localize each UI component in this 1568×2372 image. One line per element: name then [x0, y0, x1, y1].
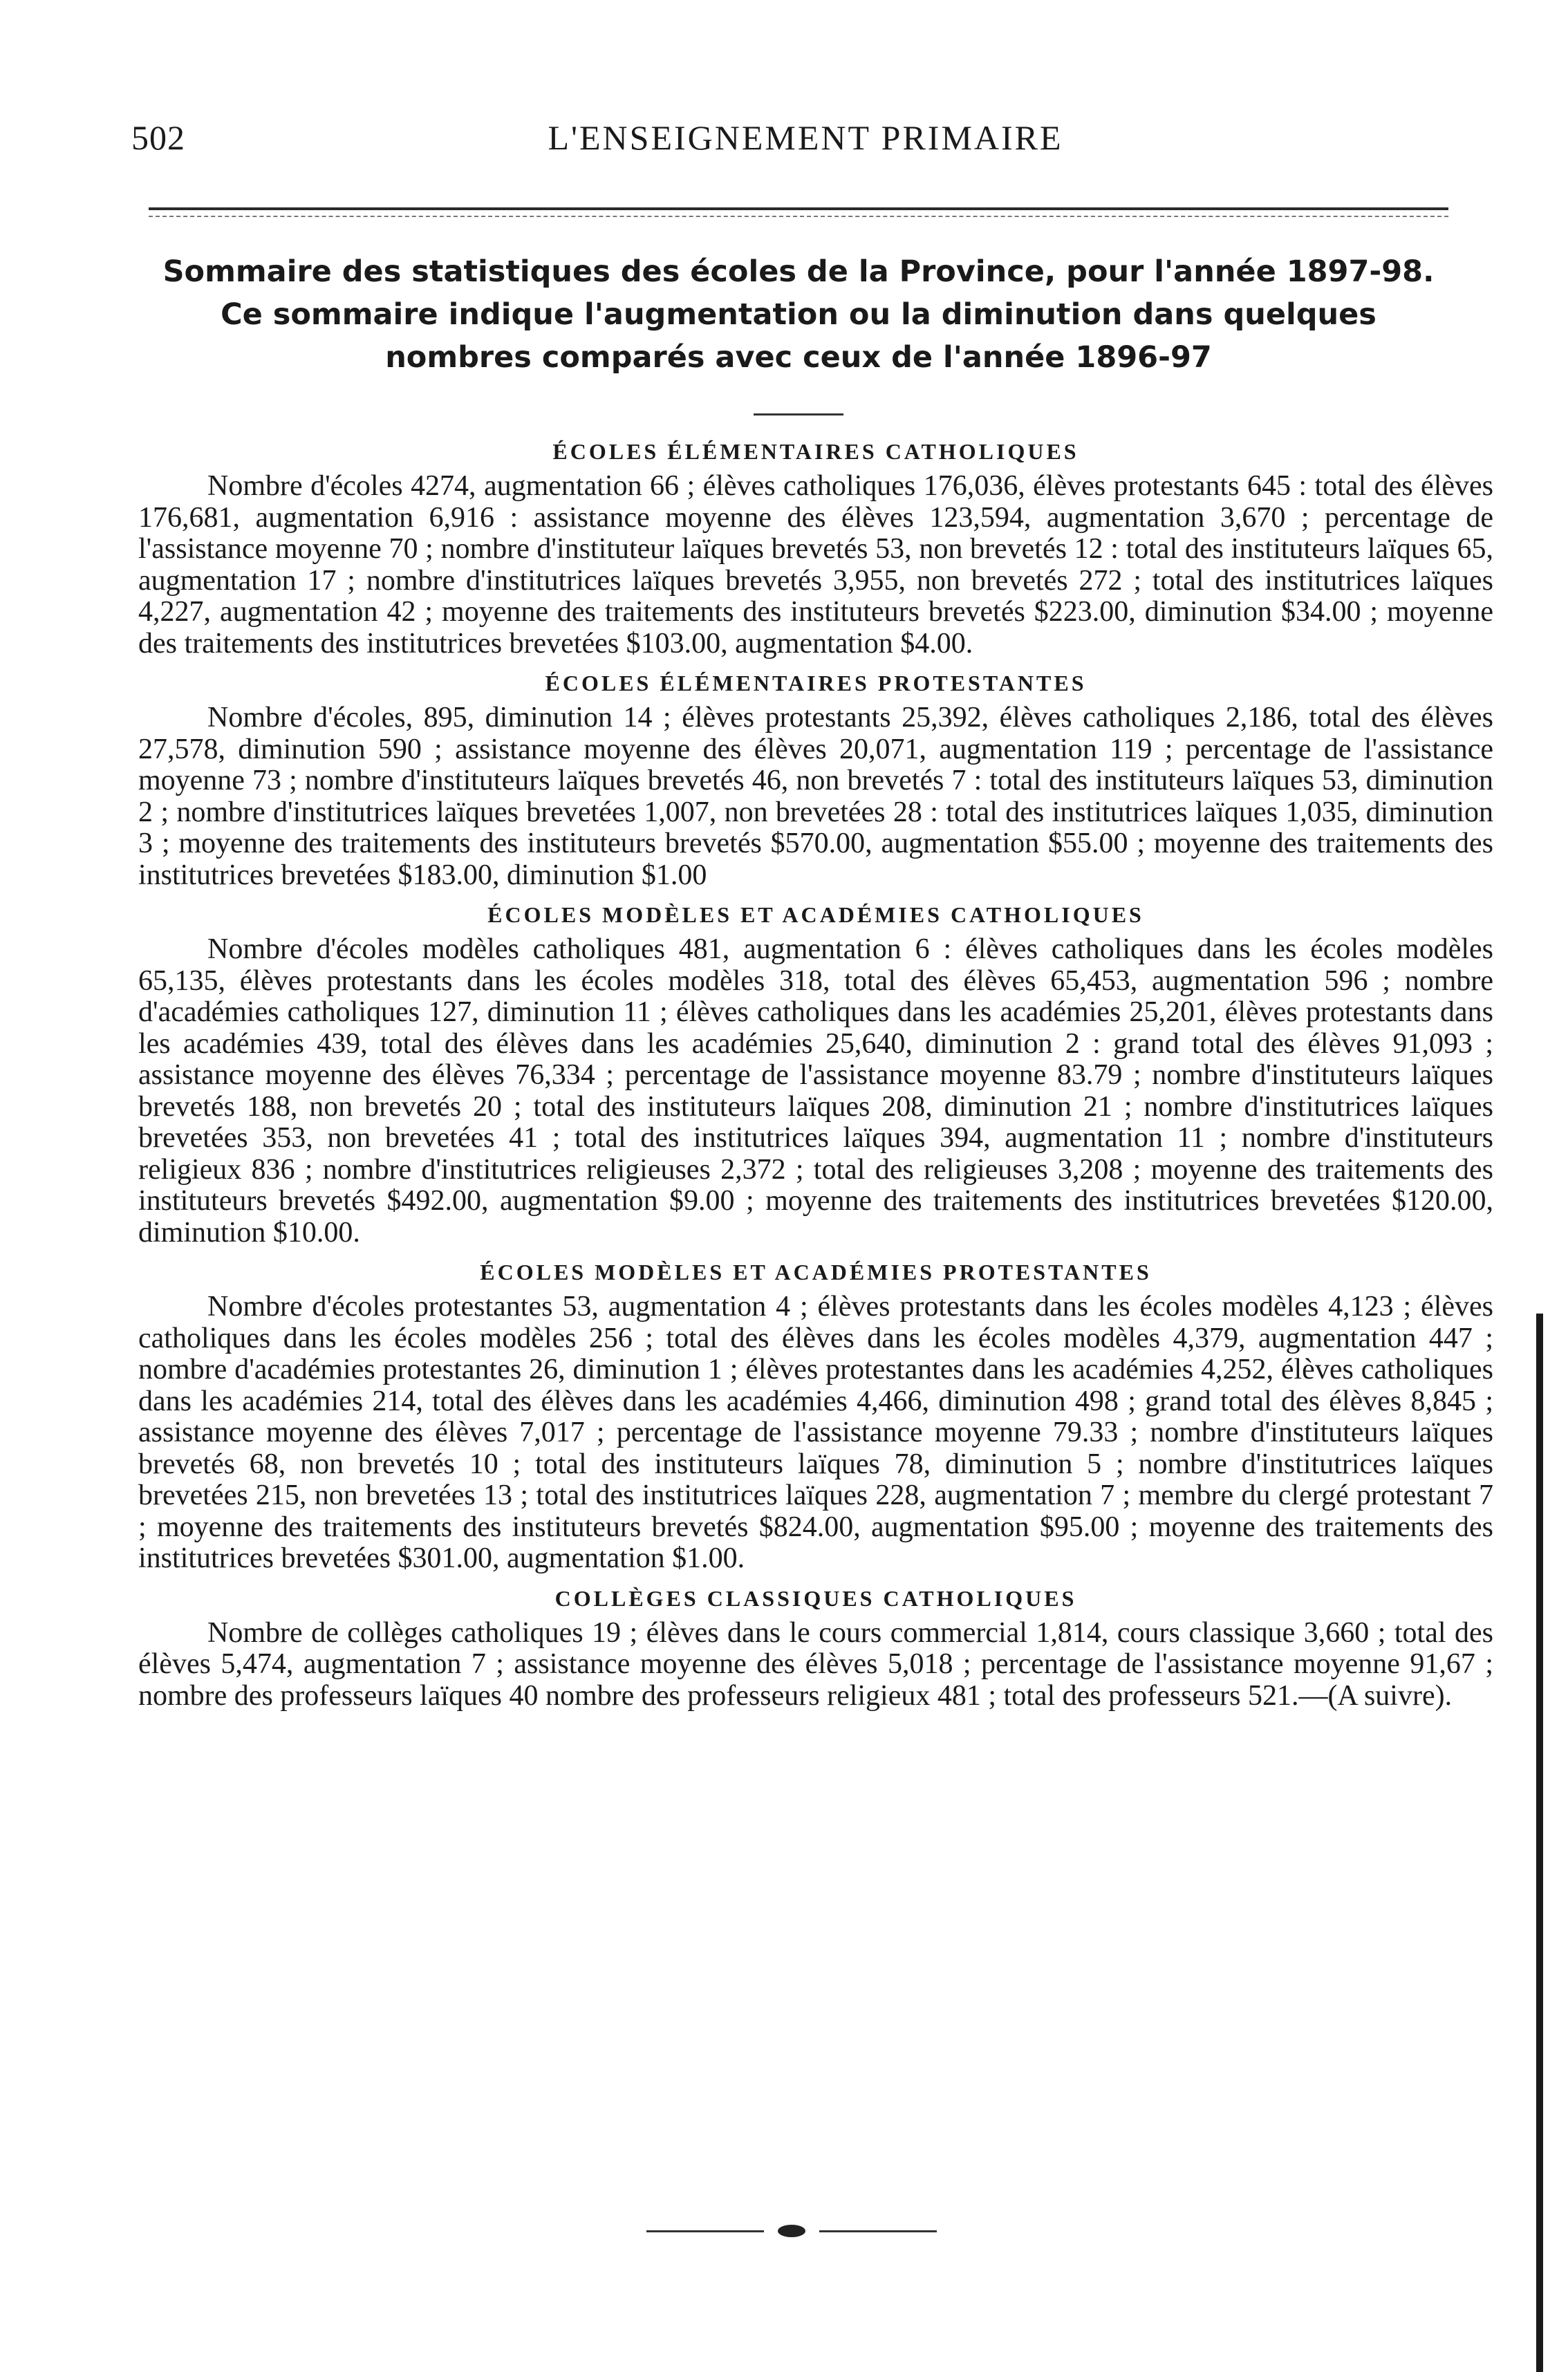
summary-title-line-1: Sommaire des statistiques des écoles de la Province, pour l'année 1897-98.: [162, 254, 1435, 289]
section-body-ecoles-elementaires-catholiques: Nombre d'écoles 4274, augmentation 66 ; élèves catholiques 176,036, élèves protestants 645 : total des élèves 176,681, augmentation 6,916 : assistance moyenne des élèves 123,594, augmentation 3,670 ; percentage de l'assistance moyenne 70 ; nombre d'instituteur laïques brevetés 53, non brevetés 12 : total des instituteurs laïques 65, augmentation 17 ; nombre d'institutrices laïques brevetés 3,955, non brevetés 272 ; total des institutrices laïques 4,227, augmentation 42 ; moyenne des traitements des instituteurs brevetés $223.00, diminution $34.00 ; moyenne des traitements des institutrices brevetées $103.00, augmentation $4.00.: [138, 470, 1493, 660]
summary-title-line-3: nombres comparés avec ceux de l'année 1896-97: [385, 340, 1212, 375]
running-title: L'ENSEIGNEMENT PRIMAIRE: [548, 118, 1063, 157]
section-body-colleges-classiques-catholiques: Nombre de collèges catholiques 19 ; élèves dans le cours commercial 1,814, cours classique 3,660 ; total des élèves 5,474, augmentation 7 ; assistance moyenne des élèves 5,018 ; percentage de l'assistance moyenne 91,67 ; nombre des professeurs laïques 40 nombre des professeurs religieux 481 ; total des professeurs 521.—(A suivre).: [138, 1616, 1493, 1712]
section-body-ecoles-modeles-academies-protestantes: Nombre d'écoles protestantes 53, augmentation 4 ; élèves protestants dans les écoles modèles 4,123 ; élèves catholiques dans les écoles modèles 256 ; total des élèves dans les écoles modèles 4,379, augmentation 447 ; nombre d'académies protestantes 26, diminution 1 ; élèves protestantes dans les académies 4,252, élèves catholiques dans les académies 214, total des élèves dans les académies 4,466, diminution 498 ; grand total des élèves 8,845 ; assistance moyenne des élèves 7,017 ; percentage de l'assistance moyenne 79.33 ; nombre d'instituteurs laïques brevetés 68, non brevetés 10 ; total des instituteurs laïques 78, diminution 5 ; nombre d'institutrices laïques brevetées 215, non brevetées 13 ; total des institutrices laïques 228, augmentation 7 ; membre du clergé protestant 7 ; moyenne des traitements des instituteurs brevetés $824.00, augmentation $95.00 ; moyenne des traitements des institutrices brevetées $301.00, augmentation $1.00.: [138, 1291, 1493, 1574]
ornament-line-left: [646, 2230, 764, 2232]
summary-title: [149, 250, 1448, 379]
section-heading-ecoles-modeles-academies-catholiques: ÉCOLES MODÈLES ET ACADÉMIES CATHOLIQUES: [487, 902, 1144, 927]
summary-title-line-2: Ce sommaire indique l'augmentation ou la diminution dans quelques: [221, 297, 1376, 332]
section-heading-ecoles-elementaires-protestantes: ÉCOLES ÉLÉMENTAIRES PROTESTANTES: [545, 671, 1087, 695]
section-body-ecoles-elementaires-protestantes: Nombre d'écoles, 895, diminution 14 ; élèves protestants 25,392, élèves catholiques 2,186, total des élèves 27,578, diminution 590 ; assistance moyenne des élèves 20,071, augmentation 119 ; percentage de l'assistance moyenne 73 ; nombre d'instituteurs laïques brevetés 46, non brevetés 7 : total des instituteurs laïques 53, diminution 2 ; nombre d'institutrices laïques brevetées 1,007, non brevetées 28 : total des institutrices laïques 1,035, diminution 3 ; moyenne des traitements des instituteurs brevetés $570.00, augmentation $55.00 ; moyenne des traitements des institutrices brevetées $183.00, diminution $1.00: [138, 702, 1493, 891]
header-rule-dashed: [149, 216, 1448, 217]
title-divider: [754, 413, 843, 415]
sections-container: [138, 432, 1493, 1716]
end-ornament: [646, 2225, 937, 2239]
binding-edge: [1536, 1314, 1543, 2372]
section-heading-ecoles-elementaires-catholiques: ÉCOLES ÉLÉMENTAIRES CATHOLIQUES: [552, 439, 1079, 464]
section-heading-colleges-classiques-catholiques: COLLÈGES CLASSIQUES CATHOLIQUES: [554, 1585, 1077, 1611]
header-rule: [149, 207, 1448, 210]
section-body-ecoles-modeles-academies-catholiques: Nombre d'écoles modèles catholiques 481, augmentation 6 : élèves catholiques dans les écoles modèles 65,135, élèves protestants dans les écoles modèles 318, total des élèves 65,453, augmentation 596 ; nombre d'académies catholiques 127, diminution 11 ; élèves catholiques dans les académies 25,201, élèves protestants dans les académies 439, total des élèves dans les académies 25,640, diminution 2 : grand total des élèves 91,093 ; assistance moyenne des élèves 76,334 ; percentage de l'assistance moyenne 83.79 ; nombre d'instituteurs laïques brevetés 188, non brevetés 20 ; total des instituteurs laïques 208, diminution 21 ; nombre d'institutrices laïques brevetées 353, non brevetées 41 ; total des institutrices laïques 394, augmentation 11 ; nombre d'instituteurs religieux 836 ; nombre d'institutrices religieuses 2,372 ; total des religieuses 3,208 ; moyenne des traitements des instituteurs brevetés $492.00, augmentation $9.00 ; moyenne des traitements des institutrices brevetées $120.00, diminution $10.00.: [138, 933, 1493, 1249]
ornament-line-right: [819, 2230, 937, 2232]
ornament-center-icon: [778, 2225, 805, 2237]
running-head: [131, 118, 1480, 166]
page-number: 502: [131, 118, 185, 157]
section-heading-ecoles-modeles-academies-protestantes: ÉCOLES MODÈLES ET ACADÉMIES PROTESTANTES: [480, 1260, 1152, 1285]
